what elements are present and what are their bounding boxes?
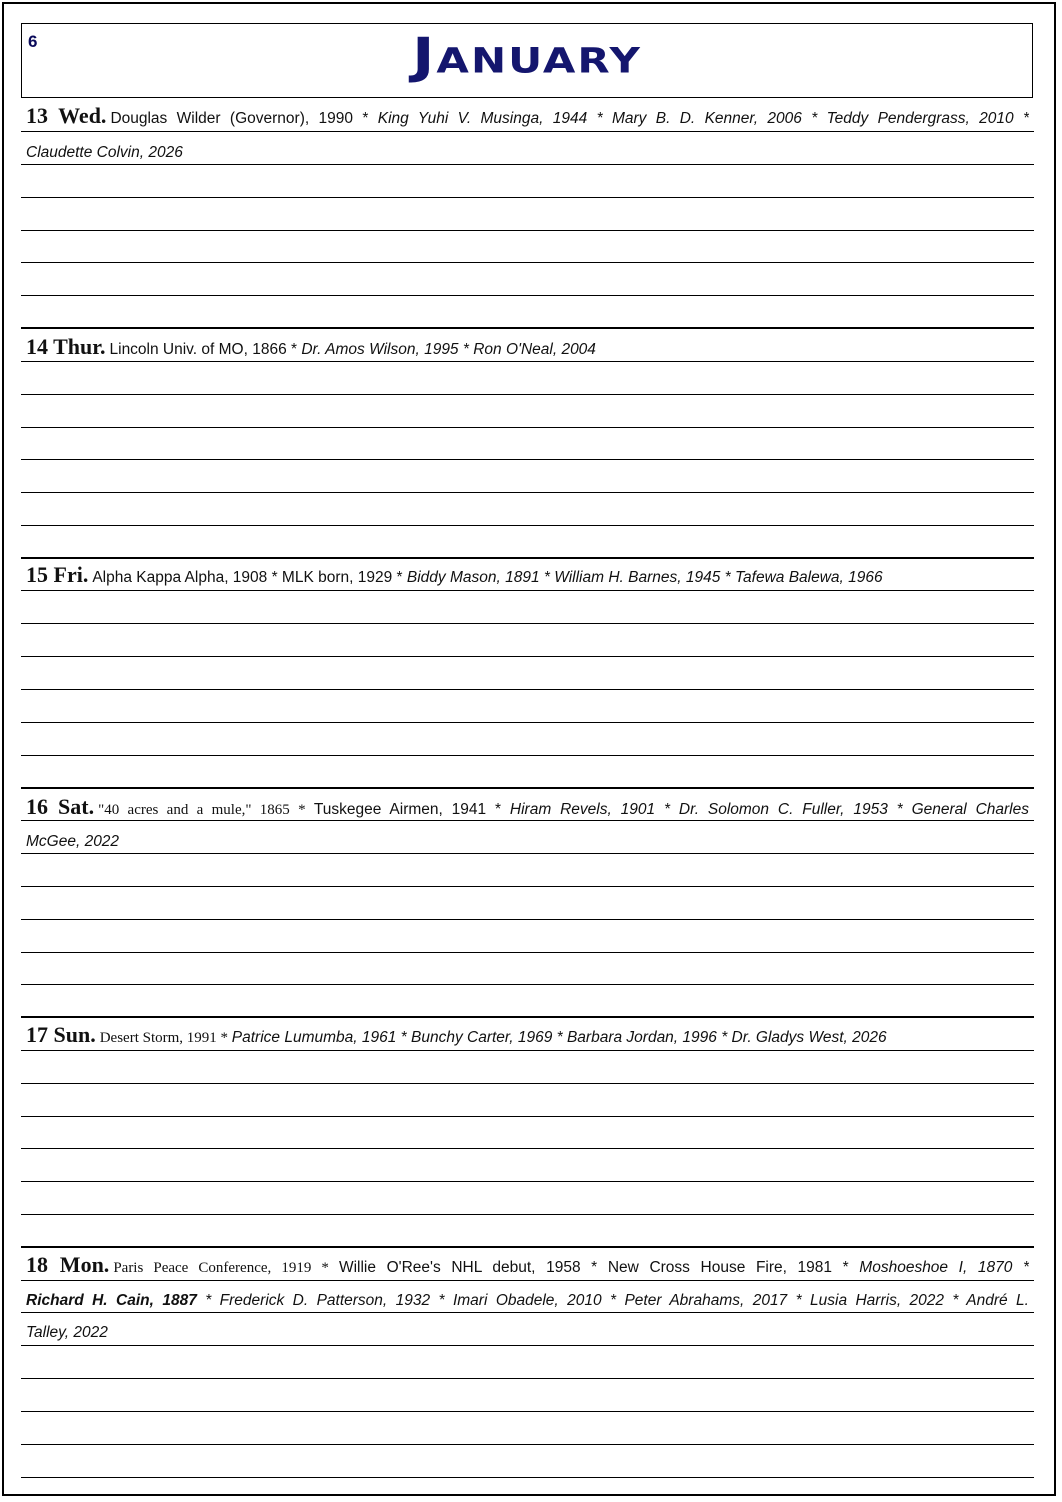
rule — [21, 1148, 1034, 1149]
rule — [21, 656, 1034, 657]
rule — [21, 492, 1034, 493]
entry-18-line-3 — [26, 1323, 1029, 1343]
section-divider — [21, 1016, 1034, 1018]
section-divider — [21, 787, 1034, 789]
rule — [21, 755, 1034, 756]
entry-16-line-1 — [26, 797, 1029, 820]
rule — [21, 262, 1034, 263]
page-number: 6 — [28, 32, 38, 51]
entry-text-serif: Paris Peace Conference, 1919 * — [113, 1260, 339, 1276]
entry-18-line-1 — [26, 1255, 1029, 1278]
entry-text-italic: Patrice Lumumba, 1961 * Bunchy Carter, 1969 * Barbara Jordan, 1996 * Dr. Gladys West, 2026 — [231, 1029, 887, 1046]
rule — [21, 1280, 1034, 1281]
rule — [21, 1477, 1034, 1478]
entry-text-italic: Hiram Revels, 1901 * Dr. Solomon C. Fuller, 1953 * General Charles — [509, 801, 1029, 818]
day-label: 17 Sun. — [26, 1025, 96, 1047]
rule — [21, 1378, 1034, 1379]
rule — [21, 623, 1034, 624]
rule — [21, 886, 1034, 887]
rule — [21, 1312, 1034, 1313]
entry-text-bold-italic: Richard H. Cain, 1887 — [26, 1292, 197, 1309]
entry-text-serif: Desert Storm, 1991 * — [99, 1030, 232, 1046]
entry-text-italic: * Frederick D. Patterson, 1932 * Imari Obadele, 2010 * Peter Abrahams, 2017 * Lusia Harris, 2022 * André L. — [196, 1292, 1029, 1309]
rule — [21, 1181, 1034, 1182]
entry-text-serif: "40 acres and a mule," 1865 * — [98, 802, 314, 818]
rule — [21, 361, 1034, 362]
section-divider — [21, 557, 1034, 559]
entry-13-line-1 — [26, 106, 1029, 129]
rule — [21, 394, 1034, 395]
rule — [21, 131, 1034, 132]
entry-text: Tuskegee Airmen, 1941 * — [313, 801, 510, 818]
day-label: 18 Mon. — [26, 1255, 110, 1277]
rule — [21, 295, 1034, 296]
rule — [21, 459, 1034, 460]
rule — [21, 919, 1034, 920]
section-divider — [21, 327, 1034, 329]
rule — [21, 1411, 1034, 1412]
entry-text: Douglas Wilder (Governor), 1990 * — [110, 110, 378, 127]
entry-text-italic: Moshoeshoe I, 1870 * — [859, 1259, 1029, 1276]
rule — [21, 1116, 1034, 1117]
rule — [21, 1083, 1034, 1084]
rule — [21, 1214, 1034, 1215]
entry-text: Lincoln Univ. of MO, 1866 * — [109, 341, 302, 358]
entry-text-italic: Talley, 2022 — [26, 1324, 108, 1341]
rule — [21, 164, 1034, 165]
entry-text-italic: Claudette Colvin, 2026 — [26, 144, 183, 161]
rule — [21, 689, 1034, 690]
rule — [21, 952, 1034, 953]
rule — [21, 525, 1034, 526]
entry-18-line-2 — [26, 1291, 1029, 1311]
rule — [21, 230, 1034, 231]
rule — [21, 1444, 1034, 1445]
rule — [21, 984, 1034, 985]
entry-text-italic: King Yuhi V. Musinga, 1944 * Mary B. D. Kenner, 2006 * Teddy Pendergrass, 2010 * — [377, 110, 1029, 127]
rule — [21, 820, 1034, 821]
rule — [21, 590, 1034, 591]
entry-14-line-1 — [26, 337, 1029, 360]
entry-16-line-2 — [26, 832, 1029, 852]
rule — [21, 853, 1034, 854]
entry-text-italic: Biddy Mason, 1891 * William H. Barnes, 1945 * Tafewa Balewa, 1966 — [406, 569, 883, 586]
rule — [21, 197, 1034, 198]
entry-text-italic: Dr. Amos Wilson, 1995 * Ron O'Neal, 2004 — [301, 341, 596, 358]
entry-13-line-2 — [26, 143, 1029, 163]
page-header — [21, 23, 1033, 98]
rule — [21, 427, 1034, 428]
day-label: 16 Sat. — [26, 797, 95, 819]
entry-text-italic: McGee, 2022 — [26, 833, 120, 850]
day-label: 14 Thur. — [26, 337, 106, 359]
entry-17-line-1 — [26, 1025, 1029, 1048]
section-divider — [21, 1246, 1034, 1248]
rule — [21, 1345, 1034, 1346]
entry-text: Alpha Kappa Alpha, 1908 * MLK born, 1929 * — [92, 569, 407, 586]
rule — [21, 722, 1034, 723]
rule — [21, 1050, 1034, 1051]
month-title: January — [412, 27, 642, 85]
entry-15-line-1 — [26, 565, 1029, 588]
day-label: 13 Wed. — [26, 106, 107, 128]
day-label: 15 Fri. — [26, 565, 89, 587]
entry-text: Willie O'Ree's NHL debut, 1958 * New Cross House Fire, 1981 * — [338, 1259, 860, 1276]
